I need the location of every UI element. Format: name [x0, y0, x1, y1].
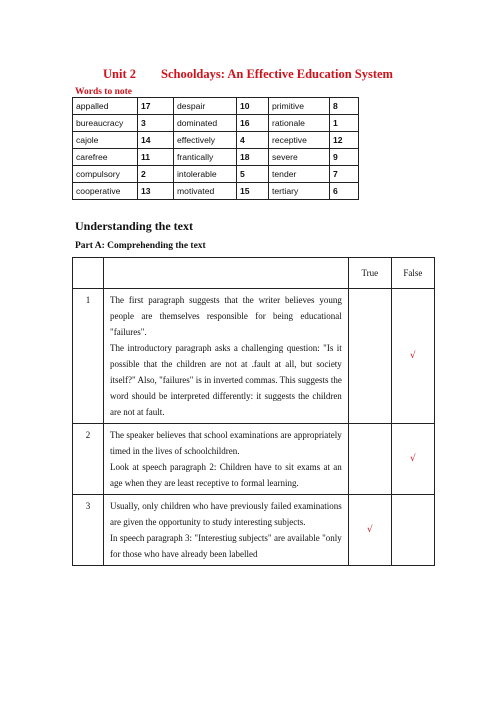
unit-title: Unit 2 Schooldays: An Effective Education System	[103, 67, 393, 81]
statement-text: Usually, only children who have previously failed examinations are given the opportunity to study interesting subjects.	[110, 501, 342, 527]
false-cell	[391, 495, 434, 566]
word-cell: tender	[269, 166, 330, 183]
word-cell: despair	[174, 98, 237, 115]
word-cell: compulsory	[73, 166, 138, 183]
explanation-text: Look at speech paragraph 2: Children have to sit exams at an age when they are least receptive to formal learning.	[110, 462, 342, 488]
word-cell: effectively	[174, 132, 237, 149]
word-number-cell: 17	[138, 98, 174, 115]
word-number-cell: 14	[138, 132, 174, 149]
false-cell: √	[391, 289, 434, 424]
table-row	[73, 495, 435, 566]
words-to-note-table	[72, 97, 359, 200]
header-false: False	[391, 258, 434, 289]
statement-cell	[104, 289, 349, 424]
word-row	[73, 132, 359, 149]
word-row	[73, 183, 359, 200]
statement-text: The speaker believes that school examinations are appropriately timed in the lives of schoolchildren.	[110, 430, 342, 456]
words-to-note-heading: Words to note	[75, 87, 132, 97]
word-number-cell: 8	[330, 98, 359, 115]
word-number-cell: 3	[138, 115, 174, 132]
word-number-cell: 13	[138, 183, 174, 200]
row-number: 2	[73, 424, 104, 495]
comprehension-table	[72, 257, 435, 566]
word-row	[73, 98, 359, 115]
word-number-cell: 10	[237, 98, 269, 115]
word-cell: motivated	[174, 183, 237, 200]
word-cell: intolerable	[174, 166, 237, 183]
word-number-cell: 12	[330, 132, 359, 149]
header-text	[104, 258, 349, 289]
word-cell: rationale	[269, 115, 330, 132]
true-cell	[348, 424, 391, 495]
word-row	[73, 149, 359, 166]
word-number-cell: 7	[330, 166, 359, 183]
statement-cell	[104, 424, 349, 495]
statement-cell	[104, 495, 349, 566]
table-row	[73, 289, 435, 424]
part-heading: Part A: Comprehending the text	[75, 241, 206, 251]
word-number-cell: 6	[330, 183, 359, 200]
word-number-cell: 1	[330, 115, 359, 132]
word-number-cell: 2	[138, 166, 174, 183]
true-cell	[348, 289, 391, 424]
word-cell: cajole	[73, 132, 138, 149]
row-number: 3	[73, 495, 104, 566]
word-cell: carefree	[73, 149, 138, 166]
word-number-cell: 5	[237, 166, 269, 183]
section-heading: Understanding the text	[75, 219, 194, 233]
word-cell: severe	[269, 149, 330, 166]
word-number-cell: 16	[237, 115, 269, 132]
table-header-row	[73, 258, 435, 289]
word-cell: cooperative	[73, 183, 138, 200]
word-cell: dominated	[174, 115, 237, 132]
header-true: True	[348, 258, 391, 289]
statement-text: The first paragraph suggests that the writer believes young people are themselves responsible for being educational "failures".	[110, 295, 342, 337]
table-row	[73, 424, 435, 495]
word-number-cell: 11	[138, 149, 174, 166]
true-cell: √	[348, 495, 391, 566]
word-cell: bureaucracy	[73, 115, 138, 132]
word-cell: frantically	[174, 149, 237, 166]
explanation-text: The introductory paragraph asks a challenging question: "Is it possible that the children are not at .fault at all, but society itself?" Also, "failures" is in inverted commas. This suggests the word should be interpreted differently: it suggests the children are not at fault.	[110, 343, 342, 417]
word-number-cell: 15	[237, 183, 269, 200]
row-number: 1	[73, 289, 104, 424]
word-number-cell: 9	[330, 149, 359, 166]
word-row	[73, 115, 359, 132]
word-cell: receptive	[269, 132, 330, 149]
word-cell: appalled	[73, 98, 138, 115]
word-number-cell: 4	[237, 132, 269, 149]
explanation-text: In speech paragraph 3: "Interestiug subjects" are available "only for those who have already been labelled	[110, 533, 342, 559]
word-number-cell: 18	[237, 149, 269, 166]
false-cell: √	[391, 424, 434, 495]
word-cell: primitive	[269, 98, 330, 115]
word-row	[73, 166, 359, 183]
word-cell: tertiary	[269, 183, 330, 200]
header-num	[73, 258, 104, 289]
